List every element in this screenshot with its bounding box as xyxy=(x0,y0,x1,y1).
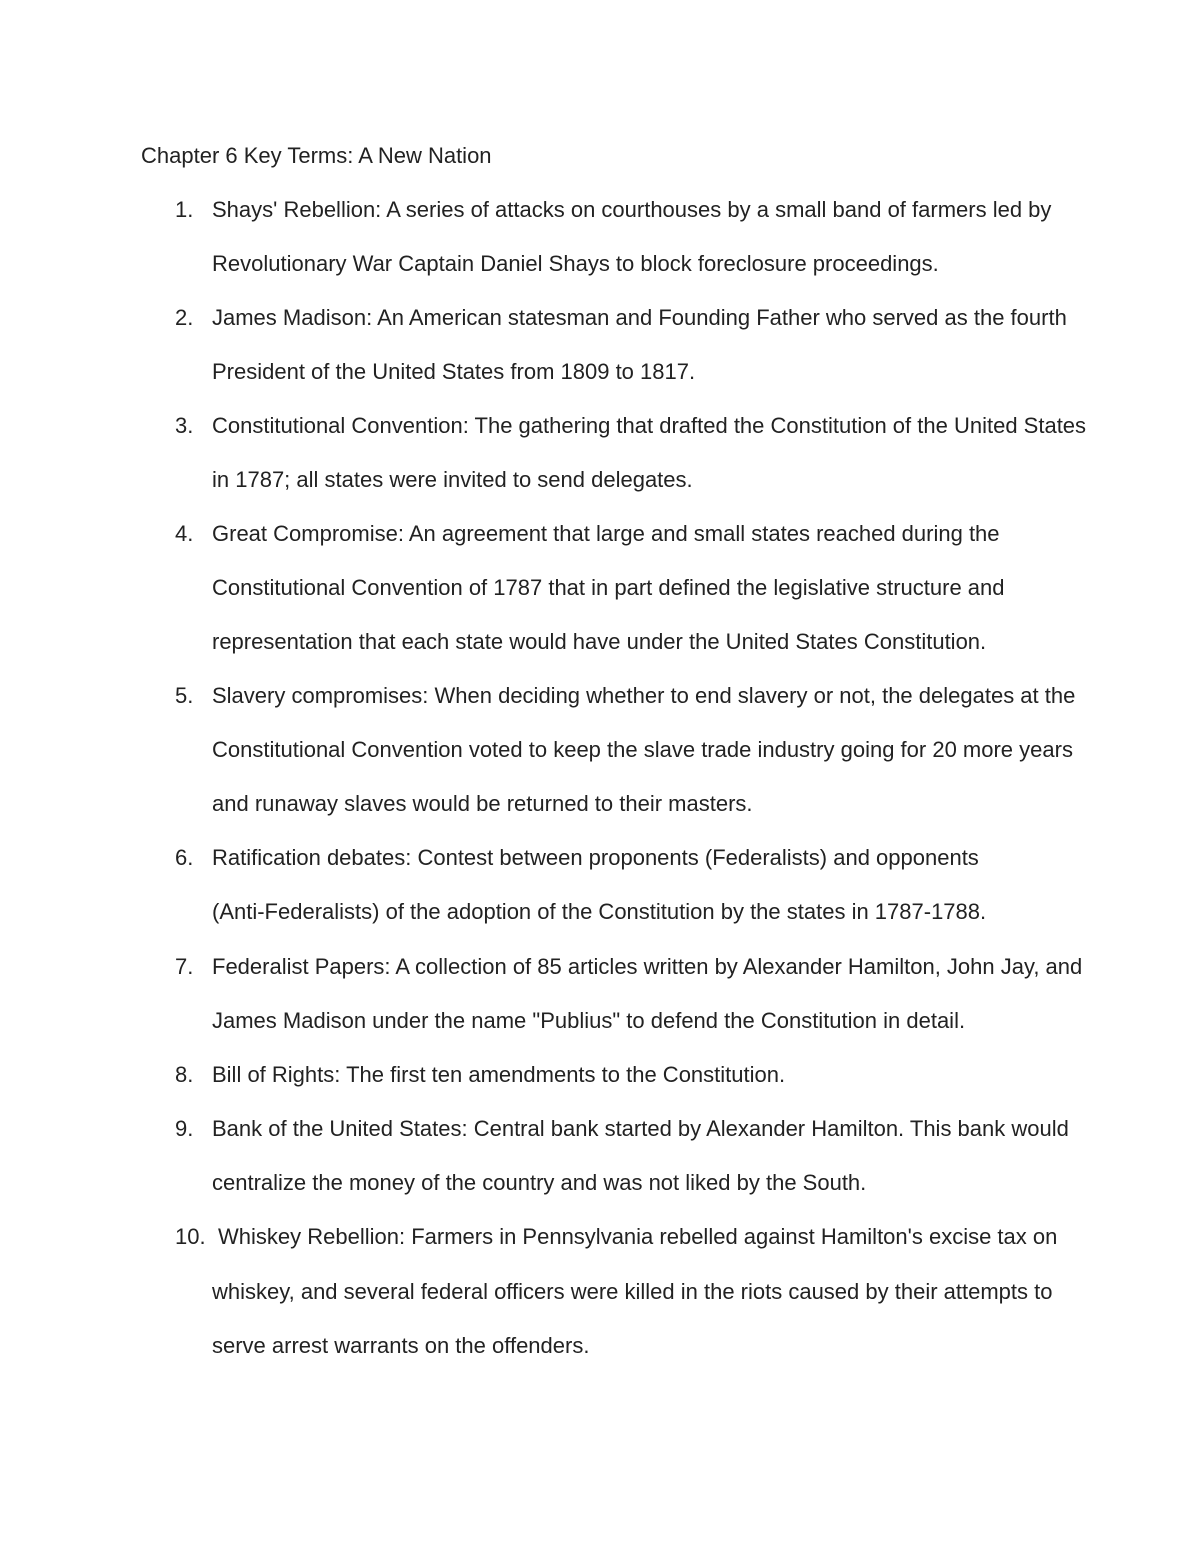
term-line: centralize the money of the country and was not liked by the South. xyxy=(212,1170,867,1195)
term-line: (Anti-Federalists) of the adoption of the Constitution by the states in 1787-1788. xyxy=(212,899,987,924)
term-line: whiskey, and several federal officers were killed in the riots caused by their attempts to xyxy=(212,1279,1053,1304)
term-line: James Madison under the name "Publius" to defend the Constitution in detail. xyxy=(212,1008,966,1033)
term-line: Revolutionary War Captain Daniel Shays to block foreclosure proceedings. xyxy=(212,251,939,276)
term-number: 2. xyxy=(175,305,194,330)
term-number: 5. xyxy=(175,683,194,708)
term-number: 10. xyxy=(175,1224,206,1249)
term-line: Federalist Papers: A collection of 85 articles written by Alexander Hamilton, John Jay, and xyxy=(212,954,1083,979)
term-number: 6. xyxy=(175,845,194,870)
term-line: Whiskey Rebellion: Farmers in Pennsylvania rebelled against Hamilton's excise tax on xyxy=(218,1224,1058,1249)
term-line: President of the United States from 1809 to 1817. xyxy=(212,359,696,384)
term-number: 7. xyxy=(175,954,194,979)
term-line: Bank of the United States: Central bank started by Alexander Hamilton. This bank would xyxy=(212,1116,1069,1141)
term-number: 3. xyxy=(175,413,194,438)
term-number: 8. xyxy=(175,1062,194,1087)
term-line: Constitutional Convention: The gathering that drafted the Constitution of the United States xyxy=(212,413,1087,438)
term-number: 9. xyxy=(175,1116,194,1141)
term-line: Great Compromise: An agreement that large and small states reached during the xyxy=(212,521,1000,546)
term-number: 4. xyxy=(175,521,194,546)
term-line: Bill of Rights: The first ten amendments to the Constitution. xyxy=(212,1062,786,1087)
term-line: representation that each state would have under the United States Constitution. xyxy=(212,629,987,654)
term-line: James Madison: An American statesman and Founding Father who served as the fourth xyxy=(212,305,1067,330)
term-number: 1. xyxy=(175,197,194,222)
term-line: Constitutional Convention voted to keep the slave trade industry going for 20 more years xyxy=(212,737,1073,762)
term-line: serve arrest warrants on the offenders. xyxy=(212,1333,590,1358)
term-line: Shays' Rebellion: A series of attacks on courthouses by a small band of farmers led by xyxy=(212,197,1052,222)
term-line: Slavery compromises: When deciding whether to end slavery or not, the delegates at the xyxy=(212,683,1076,708)
document-title: Chapter 6 Key Terms: A New Nation xyxy=(141,143,492,168)
term-line: and runaway slaves would be returned to their masters. xyxy=(212,791,753,816)
term-line: in 1787; all states were invited to send delegates. xyxy=(212,467,693,492)
term-line: Ratification debates: Contest between proponents (Federalists) and opponents xyxy=(212,845,979,870)
term-line: Constitutional Convention of 1787 that in part defined the legislative structure and xyxy=(212,575,1005,600)
